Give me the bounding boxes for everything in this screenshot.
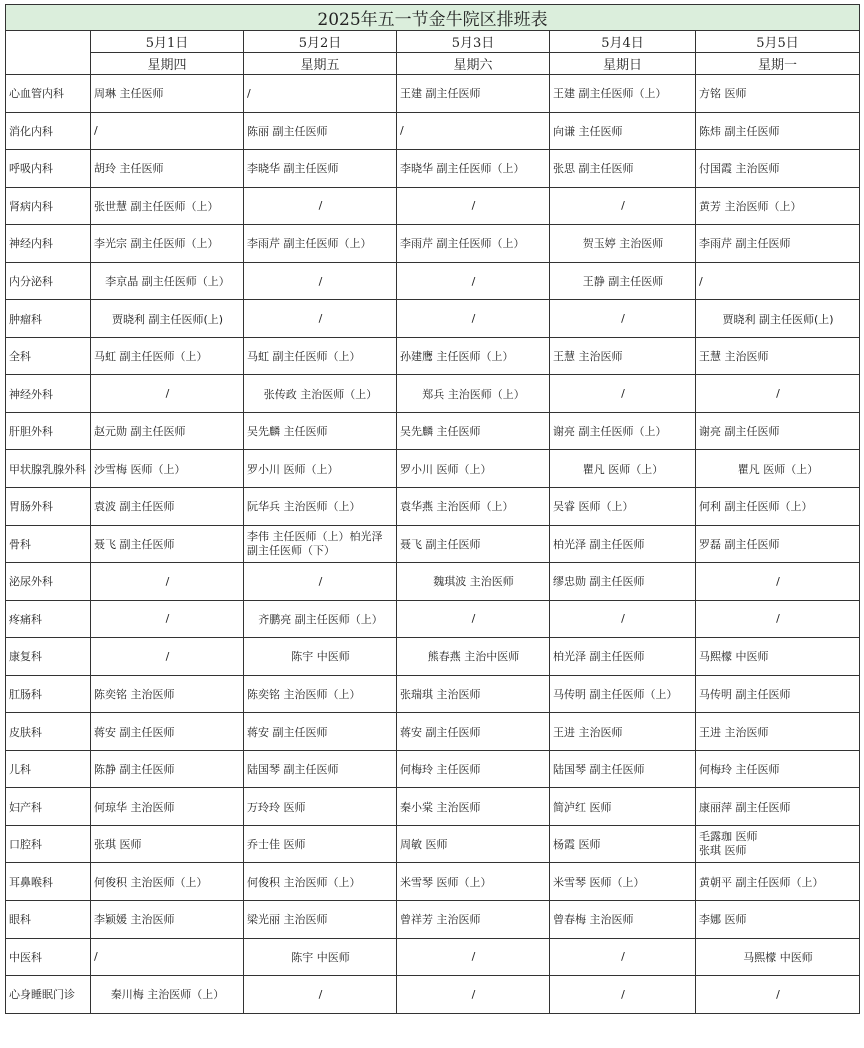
schedule-cell: 王进 主治医师 [696, 713, 860, 751]
schedule-cell: 张思 副主任医师 [550, 150, 696, 188]
schedule-cell: / [397, 262, 550, 300]
table-row [6, 901, 860, 939]
schedule-cell: 秦川梅 主治医师（上） [91, 976, 244, 1014]
schedule-cell: 罗磊 副主任医师 [696, 525, 860, 563]
schedule-cell: 李雨芹 副主任医师（上） [397, 225, 550, 263]
schedule-cell: / [91, 563, 244, 601]
schedule-cell: 蒋安 副主任医师 [91, 713, 244, 751]
schedule-cell: / [397, 938, 550, 976]
schedule-cell: 李伟 主任医师（上）柏光泽 副主任医师（下） [244, 525, 397, 563]
schedule-cell: 贾晓利 副主任医师(上) [91, 300, 244, 338]
date-header: 5月5日 [696, 31, 860, 53]
department-name: 胃肠外科 [6, 488, 91, 526]
department-name: 中医科 [6, 938, 91, 976]
table-row [6, 563, 860, 601]
schedule-cell: 曾祥芳 主治医师 [397, 901, 550, 939]
schedule-cell: 瞿凡 医师（上） [550, 450, 696, 488]
schedule-cell: 何俊积 主治医师（上） [244, 863, 397, 901]
department-name: 肾病内科 [6, 187, 91, 225]
schedule-cell: 谢亮 副主任医师（上） [550, 412, 696, 450]
schedule-title: 2025年五一节金牛院区排班表 [6, 5, 860, 31]
weekday-header: 星期五 [244, 53, 397, 75]
schedule-cell: 李雨芹 副主任医师（上） [244, 225, 397, 263]
schedule-cell: / [397, 976, 550, 1014]
date-row [6, 31, 860, 53]
table-row [6, 150, 860, 188]
schedule-cell: / [696, 563, 860, 601]
schedule-cell: 熊春燕 主治中医师 [397, 638, 550, 676]
schedule-cell: 阮华兵 主治医师（上） [244, 488, 397, 526]
table-row [6, 825, 860, 863]
department-name: 神经内科 [6, 225, 91, 263]
schedule-cell: 胡玲 主任医师 [91, 150, 244, 188]
schedule-cell: 李雨芹 副主任医师 [696, 225, 860, 263]
schedule-cell: 柏光泽 副主任医师 [550, 525, 696, 563]
department-name: 消化内科 [6, 112, 91, 150]
table-row [6, 600, 860, 638]
department-name: 内分泌科 [6, 262, 91, 300]
schedule-cell: 黄朝平 副主任医师（上） [696, 863, 860, 901]
schedule-cell: 王慧 主治医师 [696, 337, 860, 375]
schedule-cell: 简泸红 医师 [550, 788, 696, 826]
schedule-cell: 陈奕铭 主治医师 [91, 675, 244, 713]
table-row [6, 675, 860, 713]
schedule-cell: 张传政 主治医师（上） [244, 375, 397, 413]
schedule-cell: / [550, 375, 696, 413]
schedule-cell: 秦小棠 主治医师 [397, 788, 550, 826]
department-name: 疼痛科 [6, 600, 91, 638]
schedule-cell: 陈宇 中医师 [244, 938, 397, 976]
schedule-cell: 王慧 主治医师 [550, 337, 696, 375]
schedule-cell: 周敏 医师 [397, 825, 550, 863]
weekday-row [6, 53, 860, 75]
department-name: 眼科 [6, 901, 91, 939]
schedule-cell: 梁光丽 主治医师 [244, 901, 397, 939]
schedule-cell: 万玲玲 医师 [244, 788, 397, 826]
schedule-cell: / [244, 75, 397, 113]
department-name: 心身睡眠门诊 [6, 976, 91, 1014]
schedule-cell: 蒋安 副主任医师 [397, 713, 550, 751]
schedule-cell: / [397, 600, 550, 638]
schedule-cell: 陈炜 副主任医师 [696, 112, 860, 150]
schedule-cell: 何利 副主任医师（上） [696, 488, 860, 526]
schedule-cell: 罗小川 医师（上） [397, 450, 550, 488]
table-row [6, 788, 860, 826]
schedule-cell: 周琳 主任医师 [91, 75, 244, 113]
schedule-cell: 李京晶 副主任医师（上） [91, 262, 244, 300]
schedule-cell: 郑兵 主治医师（上） [397, 375, 550, 413]
schedule-cell: 毛露珈 医师 张琪 医师 [696, 825, 860, 863]
schedule-cell: 康丽萍 副主任医师 [696, 788, 860, 826]
schedule-cell: 张瑞琪 主治医师 [397, 675, 550, 713]
table-row [6, 187, 860, 225]
department-name: 皮肤科 [6, 713, 91, 751]
schedule-cell: 王静 副主任医师 [550, 262, 696, 300]
schedule-cell: 谢亮 副主任医师 [696, 412, 860, 450]
schedule-cell: / [696, 600, 860, 638]
schedule-sheet [5, 4, 860, 1014]
schedule-cell: / [550, 976, 696, 1014]
schedule-cell: / [244, 187, 397, 225]
table-row [6, 262, 860, 300]
schedule-cell: 李颖媛 主治医师 [91, 901, 244, 939]
schedule-cell: / [550, 600, 696, 638]
schedule-cell: / [244, 262, 397, 300]
department-name: 肿瘤科 [6, 300, 91, 338]
schedule-cell: / [91, 938, 244, 976]
schedule-cell: / [397, 112, 550, 150]
table-row [6, 450, 860, 488]
date-header: 5月3日 [397, 31, 550, 53]
schedule-cell: 李晓华 副主任医师 [244, 150, 397, 188]
schedule-cell: 陈宇 中医师 [244, 638, 397, 676]
weekday-header: 星期六 [397, 53, 550, 75]
schedule-cell: 吴睿 医师（上） [550, 488, 696, 526]
schedule-cell: 方铭 医师 [696, 75, 860, 113]
table-row [6, 938, 860, 976]
schedule-cell: / [91, 600, 244, 638]
table-row [6, 375, 860, 413]
schedule-cell: 李晓华 副主任医师（上） [397, 150, 550, 188]
table-row [6, 337, 860, 375]
schedule-cell: 吴先麟 主任医师 [244, 412, 397, 450]
department-name: 肝胆外科 [6, 412, 91, 450]
schedule-cell: 陈静 副主任医师 [91, 750, 244, 788]
schedule-cell: 柏光泽 副主任医师 [550, 638, 696, 676]
schedule-cell: 何琼华 主治医师 [91, 788, 244, 826]
department-name: 康复科 [6, 638, 91, 676]
table-row [6, 976, 860, 1014]
weekday-header: 星期四 [91, 53, 244, 75]
schedule-cell: 何俊积 主治医师（上） [91, 863, 244, 901]
schedule-cell: 张琪 医师 [91, 825, 244, 863]
department-name: 妇产科 [6, 788, 91, 826]
schedule-cell: 聂飞 副主任医师 [91, 525, 244, 563]
schedule-table [5, 4, 860, 1014]
schedule-cell: / [550, 300, 696, 338]
schedule-cell: / [244, 300, 397, 338]
schedule-cell: 贺玉婷 主治医师 [550, 225, 696, 263]
table-row [6, 412, 860, 450]
schedule-cell: 袁华燕 主治医师（上） [397, 488, 550, 526]
schedule-cell: 聂飞 副主任医师 [397, 525, 550, 563]
schedule-cell: 杨霞 医师 [550, 825, 696, 863]
schedule-cell: 张世慧 副主任医师（上） [91, 187, 244, 225]
table-row [6, 750, 860, 788]
schedule-cell: 乔士佳 医师 [244, 825, 397, 863]
table-row [6, 112, 860, 150]
department-name: 全科 [6, 337, 91, 375]
schedule-cell: 王建 副主任医师（上） [550, 75, 696, 113]
schedule-cell: 赵元勋 副主任医师 [91, 412, 244, 450]
schedule-cell: 缪忠勋 副主任医师 [550, 563, 696, 601]
table-row [6, 75, 860, 113]
schedule-cell: 孙建鹰 主任医师（上） [397, 337, 550, 375]
schedule-cell: 李娜 医师 [696, 901, 860, 939]
schedule-cell: 吴先麟 主任医师 [397, 412, 550, 450]
schedule-cell: 陈奕铭 主治医师（上） [244, 675, 397, 713]
department-name: 肛肠科 [6, 675, 91, 713]
schedule-cell: 王建 副主任医师 [397, 75, 550, 113]
schedule-cell: 黄芳 主治医师（上） [696, 187, 860, 225]
schedule-cell: 何梅玲 主任医师 [696, 750, 860, 788]
schedule-cell: 马虹 副主任医师（上） [244, 337, 397, 375]
schedule-cell: / [696, 262, 860, 300]
schedule-cell: 曾春梅 主治医师 [550, 901, 696, 939]
schedule-cell: 马虹 副主任医师（上） [91, 337, 244, 375]
schedule-cell: 王进 主治医师 [550, 713, 696, 751]
department-name: 神经外科 [6, 375, 91, 413]
schedule-cell: 罗小川 医师（上） [244, 450, 397, 488]
department-name: 心血管内科 [6, 75, 91, 113]
schedule-cell: 向谦 主任医师 [550, 112, 696, 150]
weekday-header: 星期日 [550, 53, 696, 75]
schedule-cell: 蒋安 副主任医师 [244, 713, 397, 751]
schedule-cell: 魏琪波 主治医师 [397, 563, 550, 601]
date-header: 5月2日 [244, 31, 397, 53]
date-header: 5月4日 [550, 31, 696, 53]
department-name: 呼吸内科 [6, 150, 91, 188]
schedule-cell: / [397, 300, 550, 338]
schedule-cell: 米雪琴 医师（上） [397, 863, 550, 901]
schedule-cell: 马传明 副主任医师（上） [550, 675, 696, 713]
schedule-cell: / [696, 375, 860, 413]
schedule-cell: 马传明 副主任医师 [696, 675, 860, 713]
schedule-cell: / [550, 187, 696, 225]
department-name: 口腔科 [6, 825, 91, 863]
department-name: 骨科 [6, 525, 91, 563]
schedule-cell: / [244, 976, 397, 1014]
schedule-cell: / [397, 187, 550, 225]
department-name: 耳鼻喉科 [6, 863, 91, 901]
schedule-cell: 马熙檬 中医师 [696, 638, 860, 676]
schedule-cell: 米雪琴 医师（上） [550, 863, 696, 901]
corner-cell [6, 31, 91, 75]
department-name: 泌尿外科 [6, 563, 91, 601]
schedule-cell: / [550, 938, 696, 976]
schedule-cell: 付国霞 主治医师 [696, 150, 860, 188]
table-row [6, 300, 860, 338]
schedule-cell: 陆国琴 副主任医师 [550, 750, 696, 788]
table-row [6, 225, 860, 263]
schedule-cell: 陈丽 副主任医师 [244, 112, 397, 150]
table-row [6, 488, 860, 526]
table-row [6, 713, 860, 751]
schedule-cell: 瞿凡 医师（上） [696, 450, 860, 488]
schedule-cell: / [696, 976, 860, 1014]
schedule-cell: 齐鹏亮 副主任医师（上） [244, 600, 397, 638]
table-row [6, 863, 860, 901]
schedule-cell: 马熙檬 中医师 [696, 938, 860, 976]
title-row [6, 5, 860, 31]
table-row [6, 638, 860, 676]
schedule-cell: 贾晓利 副主任医师(上) [696, 300, 860, 338]
table-row [6, 525, 860, 563]
schedule-cell: 袁波 副主任医师 [91, 488, 244, 526]
schedule-cell: / [91, 112, 244, 150]
schedule-cell: 陆国琴 副主任医师 [244, 750, 397, 788]
schedule-cell: 何梅玲 主任医师 [397, 750, 550, 788]
schedule-cell: / [91, 638, 244, 676]
schedule-cell: / [244, 563, 397, 601]
department-name: 儿科 [6, 750, 91, 788]
weekday-header: 星期一 [696, 53, 860, 75]
date-header: 5月1日 [91, 31, 244, 53]
schedule-cell: / [91, 375, 244, 413]
schedule-cell: 沙雪梅 医师（上） [91, 450, 244, 488]
department-name: 甲状腺乳腺外科 [6, 450, 91, 488]
schedule-cell: 李光宗 副主任医师（上） [91, 225, 244, 263]
